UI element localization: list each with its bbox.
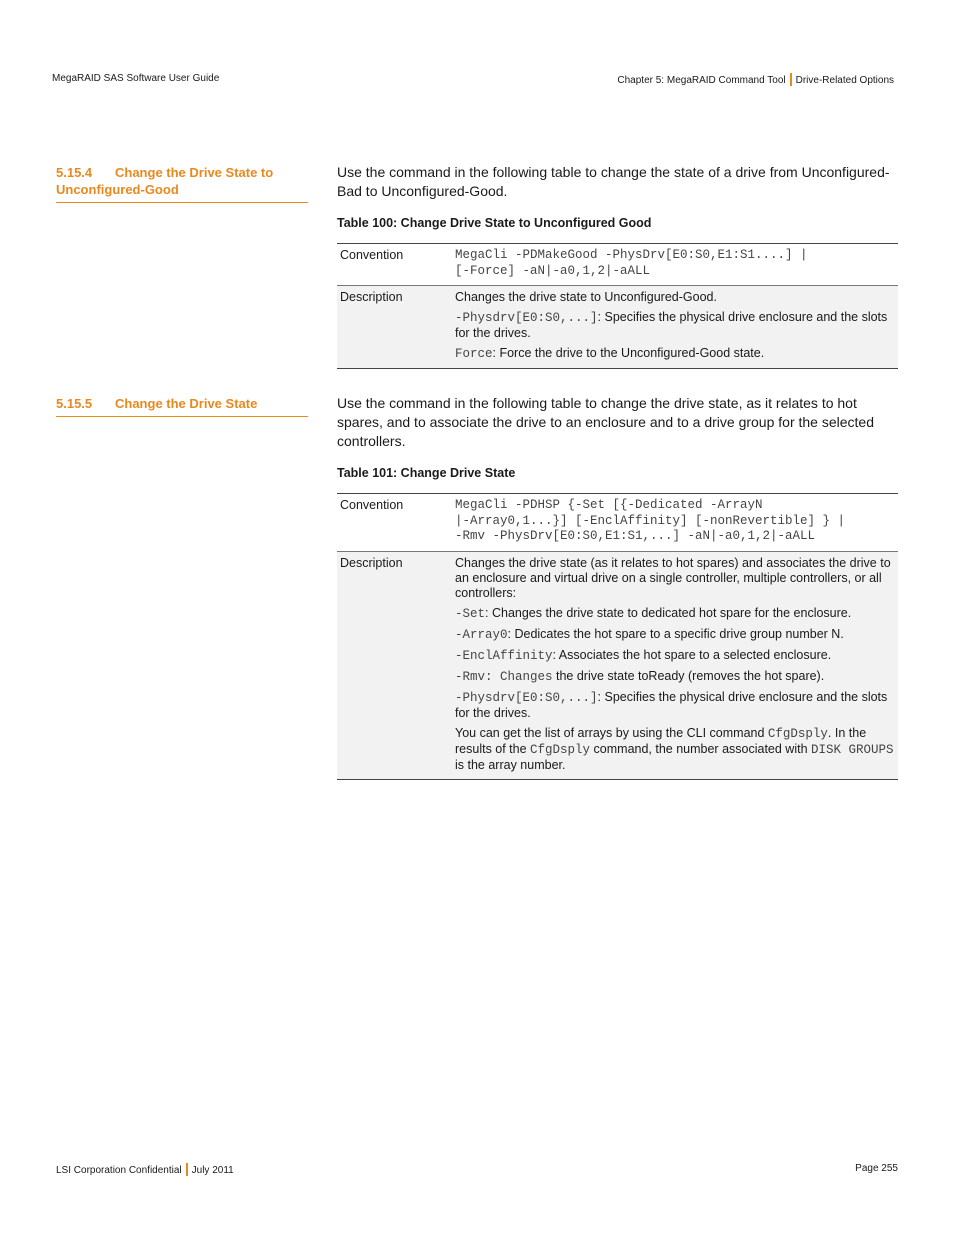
header-chapter: Chapter 5: MegaRAID Command Tool bbox=[617, 75, 786, 86]
row-label: Convention bbox=[340, 498, 404, 512]
table-caption: Table 101: Change Drive State bbox=[337, 466, 516, 480]
footer-date: July 2011 bbox=[191, 1165, 234, 1176]
convention-command: MegaCli -PDMakeGood -PhysDrv[E0:S0,E1:S1....] | [-Force] -aN|-a0,1,2|-aALL bbox=[455, 248, 808, 278]
section-intro: Use the command in the following table to change the drive state, as it relates to hot spares, and to associate the drive to an enclosure and to a drive group for the selected controllers. bbox=[337, 395, 874, 449]
table-row-description bbox=[337, 286, 898, 369]
table-caption: Table 100: Change Drive State to Unconfigured Good bbox=[337, 216, 652, 230]
running-header-chapter bbox=[617, 73, 894, 86]
section-number: 5.15.4 bbox=[56, 165, 93, 180]
convention-command: MegaCli -PDHSP {-Set [{-Dedicated -ArrayN |-Array0,1...}] [-EnclAffinity] [-nonRevertible] } | -Rmv -PhysDrv[E0:S0,E1:S1,...] -aN|-a0,1,2|-aALL bbox=[455, 498, 846, 543]
section-title-line2: Unconfigured-Good bbox=[56, 182, 179, 197]
running-header-title: MegaRAID SAS Software User Guide bbox=[52, 73, 220, 84]
table-row-convention bbox=[337, 494, 898, 552]
command-table-101 bbox=[337, 493, 898, 780]
section-heading-5-15-5 bbox=[56, 395, 308, 417]
section-heading-5-15-4 bbox=[56, 164, 308, 203]
row-label: Description bbox=[340, 290, 403, 304]
description-text: Changes the drive state to Unconfigured-Good. -Physdrv[E0:S0,...]: Specifies the physical drive enclosure and the slots for the drives. Force: Force the drive to the Unconfigured-Good state. bbox=[455, 290, 888, 361]
description-text: Changes the drive state (as it relates to hot spares) and associates the drive to an enclosure and virtual drive on a single controller, multiple controllers, or all controllers: -Set: Changes the drive state to dedicated hot spare for the enclosure. -Array0: Dedicates the hot spare to a specific drive group number N. -EnclAffinity: Associates the hot spare to a selected enclosure. -Rmv: Changes the drive state toReady (removes the hot spare). -Physdrv[E0:S0,...]: Specifies the physical drive enclosure and the slots for the drives. You can get the list of arrays by using the CLI command CfgDsply. In the results of the CfgDsply command, the number associated with DISK GROUPS is the array number. bbox=[455, 555, 894, 772]
section-intro: Use the command in the following table to change the state of a drive from Unconfigured-Bad to Unconfigured-Good. bbox=[337, 164, 890, 199]
command-table-100 bbox=[337, 243, 898, 369]
header-section: Drive-Related Options bbox=[795, 75, 894, 86]
table-row-description bbox=[337, 551, 898, 779]
table-row-convention bbox=[337, 244, 898, 286]
section-title: Change the Drive State bbox=[115, 396, 258, 411]
header-separator bbox=[790, 73, 792, 86]
row-label: Convention bbox=[340, 248, 404, 262]
row-label: Description bbox=[340, 555, 403, 570]
section-number: 5.15.5 bbox=[56, 396, 93, 411]
footer-left bbox=[56, 1163, 234, 1176]
footer-company: LSI Corporation Confidential bbox=[56, 1165, 182, 1176]
section-title-line1: Change the Drive State to bbox=[115, 165, 274, 180]
page-number: Page 255 bbox=[855, 1163, 898, 1174]
footer-separator bbox=[186, 1163, 188, 1176]
